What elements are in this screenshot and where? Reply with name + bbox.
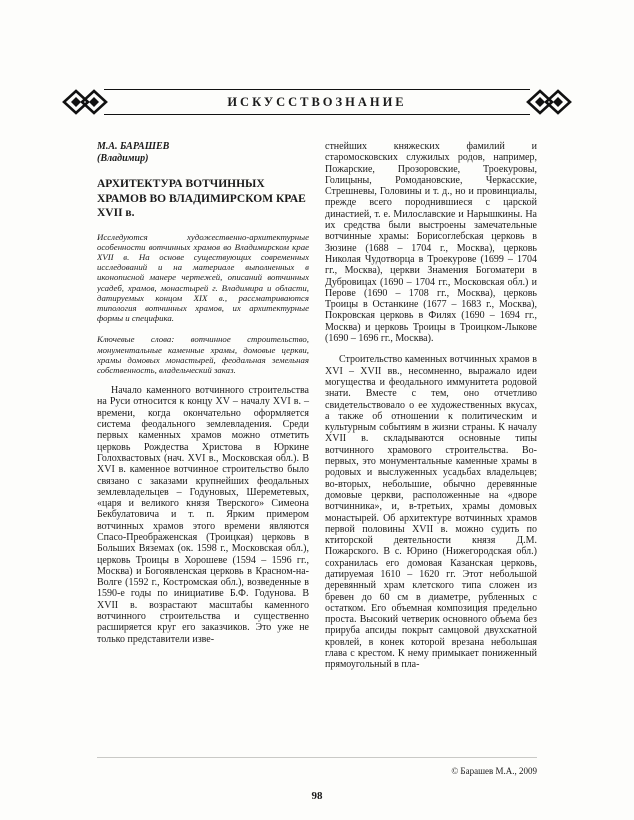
article-abstract: Исследуются художественно-архитектурные особенности вотчинных храмов во Владимирском крае XVII в. На основе существующих современных исследований и на материале выполненных в иконописной манере чертежей, описаний вотчинных усадеб, храмов, монастырей г. Владимира и области, датируемых концом XIX в., рассматриваются типология вотчинных храмов, их архитектурные формы и специфика. [97, 231, 309, 324]
article-body [97, 141, 537, 754]
keywords-label: Ключевые слова: [97, 334, 175, 345]
body-paragraph: Начало каменного вотчинного строительства на Руси относится к концу XV – началу XVI в. – времени, когда окончательно оформляется система феодального землевладения. Среди первых каменных храмов можно отметить церковь Рождества Христова в Юркине Голохвастовых (нач. XVI в., Московская обл.). В XVI в. каменное вотчинное строительство было связано с заказами крупнейших феодальных землевладельцев – Годуновых, Шереметевых, «царя и великого князя Тверского» Симеона Бекбулатовича и т. п. Ярким примером вотчинных храмов этого времени являются Спасо-Преображенская (Троицкая) церковь в Больших Вяземах (ок. 1598 г., Московская обл.), церковь Троицы в Хорошеве (1594 – 1596 гг., Москва) и Богоявленская церковь в Красном-на-Волге (1592 г., Костромская обл.), возведенные в 1590-е годы по инициативе Б.Ф. Годунова. В XVII в. возрастают масштабы каменного вотчинного строительства и существенно расширяется круг его заказчиков. Это уже не только представители изве- [97, 385, 309, 645]
article-keywords [97, 334, 309, 375]
right-column [325, 141, 537, 754]
header-rule [104, 89, 530, 115]
author-name: М.А. БАРАШЕВ [97, 141, 170, 152]
keywords-text: вотчинное строительство, монументальные каменные храмы, домовые церкви, храмы домовых монастырей, феодальная земельная собственность, владельческий заказ. [97, 334, 310, 375]
body-paragraph: стнейших княжеских фамилий и старомосковских служилых родов, например, Пожарские, Прозоровские, Троекуровы, Голицыны, Ромодановские, Черкасские, Стрешневы, Головины и т. д., но и провинциалы, прежде всего породнившиеся с царской династией, т. е. Милославские и Нарышкины. На их средства были выстроены замечательные вотчинные храмы: Борисоглебская церковь в Зюзине (1688 – 1704 г., Москва), церковь Николая Чудотворца в Троекурове (1699 – 1704 гг., Москва), церкви Знамения Богоматери в Дубровицах (1690 – 1704 гг., Московская обл.) и Перове (1690 – 1708 гг., Москва), церковь Троицы в Останкине (1677 – 1683 г., Москва), Покровская церковь в Филях (1690 – 1694 гг., Москва) и церковь Троицы в Троицком-Лыкове (1690 – 1696 гг., Москва). [325, 141, 537, 345]
author-city: (Владимир) [97, 153, 149, 164]
left-column [97, 141, 309, 754]
article-title: АРХИТЕКТУРА ВОТЧИННЫХ ХРАМОВ ВО ВЛАДИМИРСКОМ КРАЕ XVII в. [97, 178, 306, 219]
section-title: ИСКУССТВОЗНАНИЕ [227, 94, 407, 109]
footer-rule [97, 757, 537, 758]
knot-ornament-icon [526, 88, 572, 116]
body-paragraph: Строительство каменных вотчинных храмов в XVI – XVII вв., несомненно, выражало идеи могущества и феодального иммунитета родовой знати. Вместе с тем, оно отчетливо свидетельствовало о ее художественных вкусах, а также об отношении к политическим и культурным событиям в жизни страны. К началу XVII в. складываются основные типы вотчинного храмового строительства. Во-первых, это монументальные каменные храмы в родовых и выслуженных усадьбах владельцев; во-вторых, небольшие, обычно деревянные домовые церкви, расположенные на «дворе вотчинника», и, в-третьих, храмы домовых монастырей. Об архитектуре вотчинных храмов первой половины XVII в. можно судить по ктиторской деятельности князя Д.М. Пожарского. В с. Юрино (Нижегородская обл.) сохранилась его домовая Казанская церковь, датируемая 1610 – 1620 гг. Этот небольшой деревянный храм клетского типа сложен из бревен до 60 см в диаметре, рубленных с остатком. Его объемная композиция предельно проста. Высокий четверик основного объема без прируба апсиды покрыт самцовой двухскатной кровлей, в конек которой врезана небольшая глава с крестом. К нему примыкает пониженный прямоугольный в пла- [325, 354, 537, 671]
section-header-band [62, 86, 572, 118]
copyright: © Барашев М.А., 2009 [451, 766, 537, 776]
page-number: 98 [311, 790, 323, 802]
knot-ornament-icon [62, 88, 108, 116]
